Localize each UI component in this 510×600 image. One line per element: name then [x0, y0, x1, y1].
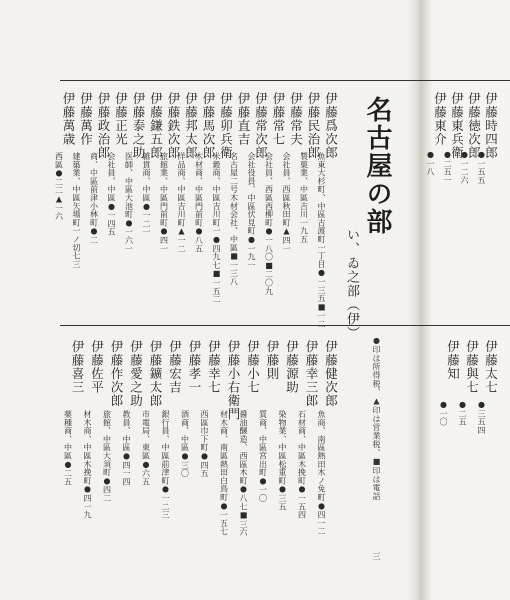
entry-name: 伊藤邦太郎 [183, 92, 199, 160]
entry-address: ●一〇 [439, 400, 448, 426]
entry-address: 会社員、西區西柳町●一八〇■二〇九 [264, 152, 274, 296]
entry-address: 旅館業、中區門前町●四一 [159, 152, 169, 253]
entry-name: 伊藤太七 [483, 340, 499, 394]
entry-name: 伊藤則 [265, 340, 280, 381]
entry-name: 伊藤宏吉 [167, 340, 183, 394]
entry-address: 染物業、中區松重町●三五 [278, 410, 287, 511]
entry-name: 伊藤東兵衛 [449, 92, 465, 160]
entry-address: 銀行員、中區前津町●一二三 [161, 410, 170, 519]
entry-name: 伊藤常次郎 [253, 92, 269, 160]
book-gutter [408, 0, 435, 600]
entry-name: 伊藤健次郎 [323, 340, 339, 408]
entry-name: 伊藤愛之助 [128, 340, 144, 408]
page-number: 三 [372, 552, 381, 561]
entry-name: 伊藤佐平 [89, 340, 105, 394]
entry-name: 伊藤鑛太郎 [148, 340, 163, 408]
right-page [432, 0, 510, 600]
entry-address: 木材商、中區門前町●八五 [194, 152, 204, 253]
entry-address: 製菓業、中區吉川一九五 [299, 152, 309, 244]
top-rule [60, 80, 510, 81]
entry-name: 伊藤源助 [284, 340, 300, 394]
entry-name: 伊藤政治郎 [96, 92, 111, 160]
entry-address: 会社員、中區●一四五 [107, 152, 116, 236]
entry-address: 米穀商、中區吉川町一●四九七■一五二 [212, 152, 221, 304]
entry-address: 酒商、中區●三〇 [180, 410, 190, 478]
footer-legend: ●印は所得税、▲印は営業税、■印は電話 [372, 336, 381, 501]
middle-rule [60, 325, 510, 326]
entry-name: 伊藤馬次郎 [201, 92, 216, 160]
entry-name: 伊藤幸三郎 [304, 340, 319, 408]
entry-name: 伊藤時四郎 [483, 92, 499, 160]
entry-address: ●一二六 [460, 150, 469, 185]
entry-address: 西區●二二▲一六 [54, 152, 64, 221]
entry-address: ●三五四 [477, 400, 486, 435]
entry-address: 教員、中區●四一四 [122, 410, 131, 486]
entry-address: 商、中區前津小林町●二 [89, 152, 99, 245]
entry-name: 伊藤爲次郎 [323, 92, 339, 160]
entry-address: 魚商、南區熱田木ノ免町●四一二 [317, 410, 326, 536]
entry-name: 伊藤直吉 [236, 92, 251, 146]
entry-address: 石材商、中區木挽町●一五四 [297, 410, 307, 519]
entry-address: ●一五五 [477, 150, 486, 185]
entry-name: 伊藤泰之助 [131, 92, 146, 160]
entry-name: 伊藤卯兵衛 [218, 92, 234, 160]
section-subtitle: い、ゐ之部（伊） [344, 228, 359, 340]
entry-address: 魚東大杉町、中區古渡町一丁目●一三五■一二 [317, 152, 326, 329]
entry-address: ●二五一 [443, 150, 452, 185]
entry-address: 市電局、東區●六五 [141, 410, 151, 486]
entry-name: 伊藤鎌五郎 [148, 92, 164, 160]
entry-name: 伊藤作次郎 [109, 340, 124, 408]
entry-address: 名古屋二号木材会社、中區■一三八 [229, 152, 239, 286]
section-title: 名古屋の部 [362, 96, 392, 236]
entry-name: 伊藤孝一 [187, 340, 202, 394]
entry-name: 伊藤小七 [245, 340, 261, 394]
entry-address: 建築業、中區矢場町一ノ切七三 [72, 152, 81, 269]
entry-address: 薬種商、中區●二五 [63, 410, 73, 486]
entry-address: ●一八 [426, 150, 435, 176]
entry-name: 伊藤幸七 [206, 340, 222, 394]
entry-name: 伊藤正光 [113, 92, 129, 146]
entry-address: 会社役員、中區伏見町●一九一 [247, 152, 256, 270]
entry-address: 洋品商、中區吉川町▲一二 [177, 152, 186, 253]
entry-address: 質商、中區宮出町●一〇 [258, 410, 268, 503]
entry-address: 旅館、中區大須町●四二 [102, 410, 112, 503]
entry-address: ●二五 [458, 400, 467, 426]
entry-address: 西區巾下町●四五 [200, 410, 209, 478]
entry-name: 伊藤常夫 [288, 92, 304, 146]
entry-name: 伊藤徳次郎 [466, 92, 482, 160]
entry-name: 伊藤萬作 [78, 92, 94, 146]
entry-name: 伊藤常七 [271, 92, 286, 146]
entry-name: 伊藤萬歳 [61, 92, 76, 146]
entry-name: 伊藤民治郎 [306, 92, 321, 160]
entry-address: 医師、中區大池町●一六一 [124, 152, 134, 253]
entry-name: 伊藤與七 [464, 340, 480, 394]
entry-name: 伊藤知 [445, 340, 461, 381]
entry-address: 材木商、中區木挽町●四一九 [83, 410, 92, 519]
entry-address: 材木商、南區熱田白鳥町●一五七 [219, 410, 229, 536]
entry-name: 伊藤鉄次郎 [166, 92, 181, 160]
entry-address: 会社員、西區秋田町▲四一 [282, 152, 291, 253]
entry-name: 伊藤喜三 [70, 340, 85, 394]
entry-address: 醤油醸造、西區木町●八七■三六 [239, 410, 248, 537]
entry-address: 雑貨商、中區●一二一 [142, 152, 151, 236]
entry-name: 伊藤小右衛門 [226, 340, 241, 421]
entry-name: 伊藤東介 [432, 92, 448, 146]
